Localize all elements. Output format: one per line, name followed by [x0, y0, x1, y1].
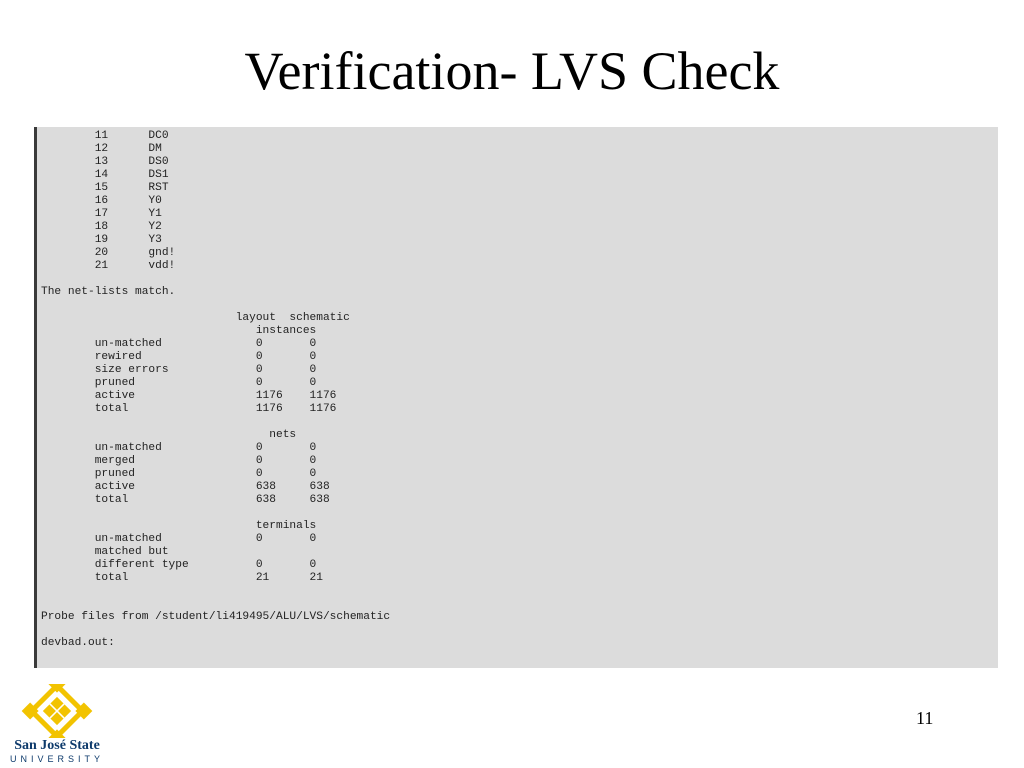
sjsu-logo [6, 684, 106, 768]
terminal-line: size errors 0 0 [41, 364, 317, 376]
terminal-line: nets [41, 429, 297, 441]
terminal-line: Probe files from /student/li419495/ALU/LVS/schematic [41, 611, 391, 623]
terminal-line: un-matched 0 0 [41, 533, 317, 545]
terminal-line: 16 Y0 [41, 195, 162, 207]
terminal-line: devbad.out: [41, 637, 115, 649]
terminal-line: 11 DC0 [41, 130, 169, 142]
terminal-output [34, 127, 998, 668]
terminal-line: 13 DS0 [41, 156, 169, 168]
terminal-line: instances [41, 325, 317, 337]
terminal-line: 17 Y1 [41, 208, 162, 220]
terminal-line: 14 DS1 [41, 169, 169, 181]
terminal-line: total 1176 1176 [41, 403, 337, 415]
terminal-line: pruned 0 0 [41, 377, 317, 389]
terminal-line: 19 Y3 [41, 234, 162, 246]
terminal-line: active 1176 1176 [41, 390, 337, 402]
terminal-line: matched but [41, 546, 169, 558]
terminal-line: un-matched 0 0 [41, 442, 317, 454]
terminal-line: total 638 638 [41, 494, 330, 506]
terminal-line: pruned 0 0 [41, 468, 317, 480]
terminal-line: terminals [41, 520, 317, 532]
terminal-line: 12 DM [41, 143, 162, 155]
terminal-line: merged 0 0 [41, 455, 317, 467]
logo-name: San José State [14, 738, 100, 753]
terminal-line: different type 0 0 [41, 559, 317, 571]
terminal-line: The net-lists match. [41, 286, 176, 298]
page-number: 11 [916, 708, 934, 728]
terminal-line: 15 RST [41, 182, 169, 194]
slide-title: Verification- LVS Check [244, 41, 780, 101]
logo-university: UNIVERSITY [9, 754, 104, 764]
terminal-line: rewired 0 0 [41, 351, 317, 363]
terminal-line: 20 gnd! [41, 247, 176, 259]
terminal-line: total 21 21 [41, 572, 323, 584]
terminal-line: active 638 638 [41, 481, 330, 493]
terminal-line: 18 Y2 [41, 221, 162, 233]
terminal-line: 21 vdd! [41, 260, 176, 272]
terminal-line: layout schematic [41, 312, 350, 324]
sjsu-logo-icon [6, 684, 108, 738]
terminal-line: un-matched 0 0 [41, 338, 317, 350]
